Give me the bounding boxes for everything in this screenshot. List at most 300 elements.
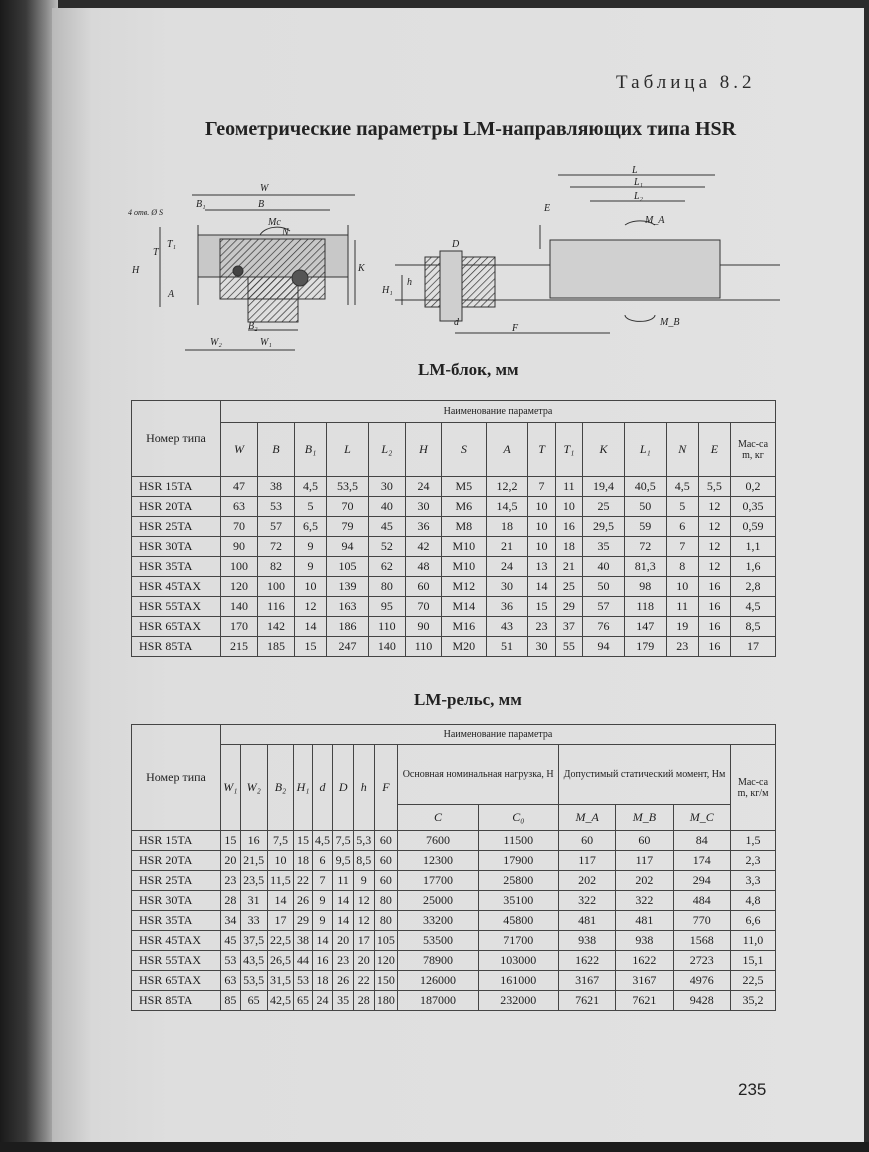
block-section-title: LM-блок, мм <box>418 360 519 379</box>
value-cell: 10 <box>555 497 582 517</box>
value-cell: 147 <box>624 617 666 637</box>
block-mass-header: Мас-са m, кг <box>731 423 776 477</box>
value-cell: 37,5 <box>240 931 267 951</box>
value-cell: 20 <box>221 851 241 871</box>
rail-table <box>131 724 776 1011</box>
rail-col-header: B₂ <box>267 745 294 831</box>
value-cell: 23 <box>221 871 241 891</box>
value-cell: 50 <box>583 577 625 597</box>
table-caption: Таблица 8.2 <box>616 72 756 93</box>
value-cell: 94 <box>583 637 625 657</box>
value-cell: 170 <box>221 617 258 637</box>
value-cell: 60 <box>558 831 615 851</box>
value-cell: 76 <box>583 617 625 637</box>
value-cell: 7,5 <box>267 831 294 851</box>
value-cell: 70 <box>327 497 369 517</box>
value-cell: 4976 <box>673 971 730 991</box>
value-cell: 60 <box>374 851 398 871</box>
value-cell: 202 <box>616 871 673 891</box>
rail-load-header: Основная номинальная нагрузка, Н <box>398 745 559 805</box>
value-cell: 35100 <box>478 891 558 911</box>
value-cell: 53 <box>257 497 294 517</box>
value-cell: 35,2 <box>731 991 776 1011</box>
rail-mass-header: Мас-са m, кг/м <box>731 745 776 831</box>
value-cell: 10 <box>528 497 555 517</box>
value-cell: 14 <box>528 577 555 597</box>
type-cell: HSR 85TA <box>132 637 221 657</box>
value-cell: 8,5 <box>731 617 776 637</box>
label-w1: W₁ <box>260 337 272 348</box>
label-s: 4 отв. Ø S <box>128 208 164 217</box>
value-cell: 10 <box>294 577 326 597</box>
value-cell: 120 <box>374 951 398 971</box>
value-cell: 33200 <box>398 911 478 931</box>
value-cell: 100 <box>257 577 294 597</box>
value-cell: 12 <box>698 557 730 577</box>
value-cell: 43 <box>486 617 528 637</box>
value-cell: 19 <box>666 617 698 637</box>
value-cell: 0,35 <box>731 497 776 517</box>
value-cell: 322 <box>558 891 615 911</box>
value-cell: 16 <box>698 617 730 637</box>
value-cell: 938 <box>558 931 615 951</box>
block-col-header: L₁ <box>624 423 666 477</box>
label-b2: B₂ <box>248 321 258 332</box>
value-cell: 50 <box>624 497 666 517</box>
label-e: E <box>544 203 551 214</box>
rail-moment-col-header: M_B <box>616 805 673 831</box>
value-cell: 9 <box>294 557 326 577</box>
value-cell: 139 <box>327 577 369 597</box>
value-cell: 17900 <box>478 851 558 871</box>
value-cell: 17700 <box>398 871 478 891</box>
block-col-header: N <box>666 423 698 477</box>
value-cell: 1,6 <box>731 557 776 577</box>
value-cell: 60 <box>616 831 673 851</box>
scan-border <box>0 1142 869 1152</box>
value-cell: 95 <box>368 597 405 617</box>
value-cell: 31 <box>240 891 267 911</box>
value-cell: 3167 <box>616 971 673 991</box>
value-cell: 90 <box>405 617 441 637</box>
value-cell: 57 <box>583 597 625 617</box>
value-cell: 1,1 <box>731 537 776 557</box>
value-cell: 42 <box>405 537 441 557</box>
value-cell: 14 <box>294 617 326 637</box>
value-cell: 100 <box>221 557 258 577</box>
book-spine-shadow <box>0 0 58 1152</box>
value-cell: 3167 <box>558 971 615 991</box>
label-l2: L₂ <box>634 191 644 202</box>
value-cell: 48 <box>405 557 441 577</box>
type-cell: HSR 30TA <box>132 537 221 557</box>
value-cell: 105 <box>327 557 369 577</box>
block-col-header: B₁ <box>294 423 326 477</box>
rail-col-header: H₁ <box>294 745 312 831</box>
value-cell: 110 <box>368 617 405 637</box>
value-cell: 140 <box>368 637 405 657</box>
value-cell: 31,5 <box>267 971 294 991</box>
value-cell: 110 <box>405 637 441 657</box>
table-row <box>132 971 776 991</box>
rail-col-header: W₂ <box>240 745 267 831</box>
value-cell: 65 <box>294 991 312 1011</box>
rail-moment-header: Допустимый статический момент, Нм <box>558 745 730 805</box>
value-cell: 24 <box>486 557 528 577</box>
value-cell: M20 <box>442 637 486 657</box>
value-cell: 22 <box>353 971 374 991</box>
value-cell: 16 <box>555 517 582 537</box>
table-row <box>132 637 776 657</box>
value-cell: 105 <box>374 931 398 951</box>
value-cell: 21 <box>555 557 582 577</box>
value-cell: 17 <box>267 911 294 931</box>
value-cell: 9 <box>353 871 374 891</box>
value-cell: 80 <box>368 577 405 597</box>
value-cell: M16 <box>442 617 486 637</box>
table-row <box>132 871 776 891</box>
block-type-header: Номер типа <box>132 401 221 477</box>
value-cell: 120 <box>221 577 258 597</box>
value-cell: 118 <box>624 597 666 617</box>
value-cell: 232000 <box>478 991 558 1011</box>
value-cell: 14 <box>333 891 354 911</box>
value-cell: 38 <box>257 477 294 497</box>
value-cell: 103000 <box>478 951 558 971</box>
value-cell: 126000 <box>398 971 478 991</box>
value-cell: 20 <box>353 951 374 971</box>
value-cell: 90 <box>221 537 258 557</box>
value-cell: 117 <box>616 851 673 871</box>
value-cell: 770 <box>673 911 730 931</box>
label-d-big: D <box>452 239 460 250</box>
value-cell: 53 <box>221 951 241 971</box>
block-col-header: L₂ <box>368 423 405 477</box>
value-cell: 4,5 <box>294 477 326 497</box>
value-cell: 7,5 <box>333 831 354 851</box>
value-cell: 7 <box>528 477 555 497</box>
label-mb: M_B <box>660 317 680 328</box>
table-row <box>132 517 776 537</box>
value-cell: 25 <box>583 497 625 517</box>
rail-col-header: D <box>333 745 354 831</box>
value-cell: 25 <box>555 577 582 597</box>
value-cell: 15 <box>221 831 241 851</box>
page-title: Геометрические параметры LM-направляющих типа HSR <box>205 118 737 140</box>
label-mc: Mc <box>268 217 281 228</box>
value-cell: 30 <box>405 497 441 517</box>
value-cell: 15,1 <box>731 951 776 971</box>
value-cell: 2,8 <box>731 577 776 597</box>
value-cell: 26 <box>294 891 312 911</box>
value-cell: 53,5 <box>240 971 267 991</box>
value-cell: 52 <box>368 537 405 557</box>
table-row <box>132 891 776 911</box>
block-col-header: H <box>405 423 441 477</box>
type-cell: HSR 45TAX <box>132 931 221 951</box>
value-cell: 5,5 <box>698 477 730 497</box>
value-cell: 16 <box>698 577 730 597</box>
value-cell: 23 <box>333 951 354 971</box>
value-cell: 60 <box>405 577 441 597</box>
value-cell: 5 <box>666 497 698 517</box>
value-cell: 117 <box>558 851 615 871</box>
value-cell: 18 <box>294 851 312 871</box>
value-cell: 7 <box>666 537 698 557</box>
label-k: K <box>358 263 365 274</box>
rail-load-col-header: C <box>398 805 478 831</box>
value-cell: 71700 <box>478 931 558 951</box>
value-cell: 40,5 <box>624 477 666 497</box>
type-cell: HSR 65TAX <box>132 617 221 637</box>
value-cell: 2723 <box>673 951 730 971</box>
value-cell: 11 <box>333 871 354 891</box>
value-cell: 187000 <box>398 991 478 1011</box>
value-cell: M10 <box>442 557 486 577</box>
label-f: F <box>512 323 519 334</box>
rail-col-header: d <box>312 745 333 831</box>
value-cell: 59 <box>624 517 666 537</box>
label-h1: H₁ <box>382 285 393 296</box>
value-cell: 30 <box>486 577 528 597</box>
value-cell: 45 <box>368 517 405 537</box>
value-cell: 11 <box>555 477 582 497</box>
block-col-header: T <box>528 423 555 477</box>
value-cell: 25800 <box>478 871 558 891</box>
block-col-header: L <box>327 423 369 477</box>
value-cell: 45 <box>221 931 241 951</box>
value-cell: 25000 <box>398 891 478 911</box>
value-cell: 1568 <box>673 931 730 951</box>
value-cell: 72 <box>257 537 294 557</box>
value-cell: 63 <box>221 971 241 991</box>
type-cell: HSR 25TA <box>132 871 221 891</box>
block-col-header: K <box>583 423 625 477</box>
value-cell: 47 <box>221 477 258 497</box>
value-cell: 51 <box>486 637 528 657</box>
value-cell: 36 <box>486 597 528 617</box>
value-cell: 163 <box>327 597 369 617</box>
value-cell: 72 <box>624 537 666 557</box>
value-cell: 6,5 <box>294 517 326 537</box>
value-cell: 12 <box>698 537 730 557</box>
value-cell: 15 <box>294 831 312 851</box>
table-row <box>132 557 776 577</box>
table-row <box>132 477 776 497</box>
block-col-header: T₁ <box>555 423 582 477</box>
value-cell: M10 <box>442 537 486 557</box>
value-cell: 62 <box>368 557 405 577</box>
value-cell: 481 <box>558 911 615 931</box>
value-cell: 26,5 <box>267 951 294 971</box>
table-row <box>132 991 776 1011</box>
value-cell: 65 <box>240 991 267 1011</box>
value-cell: 5,3 <box>353 831 374 851</box>
value-cell: 16 <box>698 597 730 617</box>
value-cell: 140 <box>221 597 258 617</box>
value-cell: 22,5 <box>267 931 294 951</box>
value-cell: 37 <box>555 617 582 637</box>
value-cell: 23,5 <box>240 871 267 891</box>
value-cell: 10 <box>528 517 555 537</box>
value-cell: 4,5 <box>731 597 776 617</box>
value-cell: 36 <box>405 517 441 537</box>
value-cell: 180 <box>374 991 398 1011</box>
block-side-view-drawing <box>395 175 780 333</box>
value-cell: 18 <box>555 537 582 557</box>
value-cell: 11,0 <box>731 931 776 951</box>
value-cell: 35 <box>583 537 625 557</box>
value-cell: 63 <box>221 497 258 517</box>
value-cell: 80 <box>374 911 398 931</box>
value-cell: 215 <box>221 637 258 657</box>
value-cell: 94 <box>327 537 369 557</box>
value-cell: 53500 <box>398 931 478 951</box>
value-cell: 53,5 <box>327 477 369 497</box>
rail-load-col-header: C₀ <box>478 805 558 831</box>
value-cell: 21,5 <box>240 851 267 871</box>
value-cell: 17 <box>731 637 776 657</box>
block-table <box>131 400 776 657</box>
table-row <box>132 577 776 597</box>
type-cell: HSR 55TAX <box>132 597 221 617</box>
value-cell: 26 <box>333 971 354 991</box>
value-cell: 142 <box>257 617 294 637</box>
value-cell: 7600 <box>398 831 478 851</box>
value-cell: 22 <box>294 871 312 891</box>
value-cell: 28 <box>353 991 374 1011</box>
value-cell: 116 <box>257 597 294 617</box>
value-cell: 29 <box>555 597 582 617</box>
value-cell: 12300 <box>398 851 478 871</box>
value-cell: 1622 <box>558 951 615 971</box>
value-cell: 70 <box>221 517 258 537</box>
table-row <box>132 931 776 951</box>
value-cell: 16 <box>312 951 333 971</box>
value-cell: 19,4 <box>583 477 625 497</box>
value-cell: 322 <box>616 891 673 911</box>
block-param-header: Наименование параметра <box>221 401 776 423</box>
value-cell: 16 <box>698 637 730 657</box>
value-cell: 16 <box>240 831 267 851</box>
table-row <box>132 911 776 931</box>
value-cell: 20 <box>333 931 354 951</box>
table-row <box>132 597 776 617</box>
value-cell: 6 <box>312 851 333 871</box>
value-cell: 9,5 <box>333 851 354 871</box>
value-cell: 30 <box>368 477 405 497</box>
block-col-header: A <box>486 423 528 477</box>
label-d-small: d <box>454 317 459 328</box>
value-cell: 484 <box>673 891 730 911</box>
value-cell: 45800 <box>478 911 558 931</box>
rail-type-header: Номер типа <box>132 725 221 831</box>
value-cell: 79 <box>327 517 369 537</box>
label-h-small: h <box>407 277 412 288</box>
value-cell: 174 <box>673 851 730 871</box>
value-cell: 18 <box>312 971 333 991</box>
label-n: N <box>282 227 289 238</box>
value-cell: 3,3 <box>731 871 776 891</box>
rail-col-header: h <box>353 745 374 831</box>
value-cell: 1622 <box>616 951 673 971</box>
value-cell: 7621 <box>616 991 673 1011</box>
rail-col-header: W₁ <box>221 745 241 831</box>
value-cell: 161000 <box>478 971 558 991</box>
value-cell: 4,5 <box>312 831 333 851</box>
table-row <box>132 617 776 637</box>
value-cell: 10 <box>267 851 294 871</box>
type-cell: HSR 30TA <box>132 891 221 911</box>
rail-col-header: F <box>374 745 398 831</box>
value-cell: 150 <box>374 971 398 991</box>
value-cell: 7621 <box>558 991 615 1011</box>
technical-drawings <box>120 165 780 365</box>
value-cell: 85 <box>221 991 241 1011</box>
label-b1: B₁ <box>196 199 206 210</box>
value-cell: 12,2 <box>486 477 528 497</box>
value-cell: M8 <box>442 517 486 537</box>
value-cell: 179 <box>624 637 666 657</box>
type-cell: HSR 65TAX <box>132 971 221 991</box>
value-cell: 10 <box>666 577 698 597</box>
value-cell: 29,5 <box>583 517 625 537</box>
table-row <box>132 537 776 557</box>
value-cell: 9 <box>312 911 333 931</box>
value-cell: M6 <box>442 497 486 517</box>
value-cell: 6 <box>666 517 698 537</box>
type-cell: HSR 35TA <box>132 557 221 577</box>
value-cell: 13 <box>528 557 555 577</box>
value-cell: 60 <box>374 831 398 851</box>
value-cell: 15 <box>294 637 326 657</box>
value-cell: 4,5 <box>666 477 698 497</box>
value-cell: 29 <box>294 911 312 931</box>
value-cell: 30 <box>528 637 555 657</box>
value-cell: 15 <box>528 597 555 617</box>
value-cell: 24 <box>312 991 333 1011</box>
rail-section-title: LM-рельс, мм <box>414 690 522 709</box>
block-col-header: E <box>698 423 730 477</box>
value-cell: 14 <box>312 931 333 951</box>
value-cell: 43,5 <box>240 951 267 971</box>
value-cell: 9 <box>312 891 333 911</box>
label-w: W <box>260 183 269 194</box>
value-cell: 4,8 <box>731 891 776 911</box>
value-cell: 2,3 <box>731 851 776 871</box>
value-cell: 33 <box>240 911 267 931</box>
value-cell: 38 <box>294 931 312 951</box>
value-cell: 18 <box>486 517 528 537</box>
value-cell: 14 <box>333 911 354 931</box>
value-cell: 57 <box>257 517 294 537</box>
label-t1: T₁ <box>167 239 177 250</box>
value-cell: 7 <box>312 871 333 891</box>
type-cell: HSR 15TA <box>132 831 221 851</box>
value-cell: 81,3 <box>624 557 666 577</box>
value-cell: 84 <box>673 831 730 851</box>
label-t: T <box>153 247 159 258</box>
value-cell: 1,5 <box>731 831 776 851</box>
value-cell: 82 <box>257 557 294 577</box>
type-cell: HSR 20TA <box>132 851 221 871</box>
value-cell: 44 <box>294 951 312 971</box>
value-cell: 40 <box>368 497 405 517</box>
value-cell: 70 <box>405 597 441 617</box>
value-cell: 28 <box>221 891 241 911</box>
value-cell: 22,5 <box>731 971 776 991</box>
value-cell: 938 <box>616 931 673 951</box>
